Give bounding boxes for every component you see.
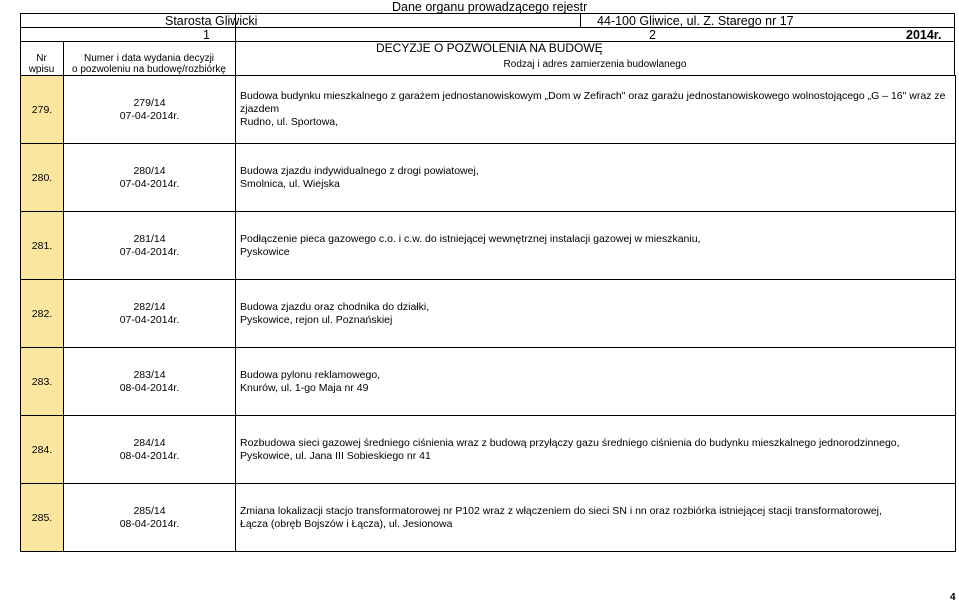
- description-line: Budowa zjazdu oraz chodnika do działki,: [240, 300, 430, 313]
- description-line: Budowa zjazdu indywidualnego z drogi powiatowej,: [240, 164, 479, 177]
- column-number-1: 1: [203, 28, 210, 42]
- column-header-decision: [63, 53, 235, 75]
- register-year: 2014r.: [906, 28, 942, 42]
- entry-number: 281.: [21, 212, 64, 280]
- description-cell: [236, 144, 956, 212]
- decision-cell: [64, 416, 236, 484]
- section-title: DECYZJE O POZWOLENIA NA BUDOWĘ: [376, 41, 603, 55]
- decision-cell: [64, 348, 236, 416]
- table-row: [21, 484, 956, 552]
- description-cell: [236, 416, 956, 484]
- column-header-nr: [20, 53, 63, 75]
- location-line: Pyskowice: [240, 245, 290, 258]
- decision-date: 08-04-2014r.: [119, 517, 180, 530]
- location-line: Łącza (obręb Bojszów i Łącza), ul. Jesionowa: [240, 517, 453, 530]
- description-cell: [236, 280, 956, 348]
- table-row: [21, 348, 956, 416]
- location-line: Pyskowice, rejon ul. Poznańskiej: [240, 313, 393, 326]
- decision-number: 280/14: [133, 164, 166, 177]
- table-row: [21, 76, 956, 144]
- entry-number: 282.: [21, 280, 64, 348]
- decision-date: 07-04-2014r.: [119, 313, 180, 326]
- description-cell: [236, 484, 956, 552]
- location-line: Smolnica, ul. Wiejska: [240, 177, 340, 190]
- table-row: [21, 212, 956, 280]
- decision-number: 281/14: [133, 232, 166, 245]
- decision-cell: [64, 76, 236, 144]
- description-line: Rozbudowa sieci gazowej średniego ciśnienia wraz z budową przyłączy gazu średniego ciśnienia do budynku mieszkalnego jednorodzinnego,: [240, 436, 900, 449]
- table-row: [21, 144, 956, 212]
- decision-number: 284/14: [133, 436, 166, 449]
- column-header-decision-line2: o pozwoleniu na budowę/rozbiórkę: [72, 64, 226, 75]
- description-line: Budowa budynku mieszkalnego z garażem jednostanowiskowym „Dom w Zefirach" oraz garażu jednostanowiskowego wolnostojącego „G – 16" wraz ze zjazdem: [240, 90, 946, 115]
- register-table: [20, 75, 956, 552]
- decision-date: 07-04-2014r.: [119, 177, 180, 190]
- location-line: Knurów, ul. 1-go Maja nr 49: [240, 381, 369, 394]
- column-header-decision-line1: Numer i data wydania decyzji: [83, 53, 215, 64]
- header-mid-rule-1: [20, 27, 955, 28]
- organ-address: 44-100 Gliwice, ul. Z. Starego nr 17: [597, 14, 794, 28]
- page-number: 4: [950, 592, 956, 603]
- description-line: Zmiana lokalizacji stacjo transformatorowej nr P102 wraz z włączeniem do sieci SN i nn oraz rozbiórka istniejącej stacji transformatorowej,: [240, 504, 882, 517]
- entry-number: 279.: [21, 76, 64, 144]
- entry-number: 280.: [21, 144, 64, 212]
- decision-number: 285/14: [133, 504, 166, 517]
- column-number-2: 2: [649, 28, 656, 42]
- decision-date: 07-04-2014r.: [119, 109, 180, 122]
- description-line: Podłączenie pieca gazowego c.o. i c.w. do istniejącej wewnętrznej instalacji gazowej w mieszkaniu,: [240, 232, 701, 245]
- decision-cell: [64, 212, 236, 280]
- header-col-divider-4: [580, 13, 581, 27]
- decision-cell: [64, 280, 236, 348]
- decision-date: 07-04-2014r.: [119, 245, 180, 258]
- decision-number: 279/14: [133, 96, 166, 109]
- decision-number: 282/14: [133, 300, 166, 313]
- column-header-nr-line2: wpisu: [28, 64, 55, 75]
- column-header-nr-line1: Nr: [36, 53, 47, 64]
- decision-date: 08-04-2014r.: [119, 449, 180, 462]
- column-header-description: Rodzaj i adres zamierzenia budowlanego: [503, 59, 687, 70]
- decision-cell: [64, 144, 236, 212]
- register-rows: [20, 75, 955, 552]
- entry-number: 285.: [21, 484, 64, 552]
- location-line: Pyskowice, ul. Jana III Sobieskiego nr 41: [240, 449, 431, 462]
- decision-cell: [64, 484, 236, 552]
- description-line: Budowa pylonu reklamowego,: [240, 368, 381, 381]
- register-title: Dane organu prowadzącego rejestr: [392, 0, 588, 14]
- entry-number: 283.: [21, 348, 64, 416]
- decision-date: 08-04-2014r.: [119, 381, 180, 394]
- description-cell: [236, 348, 956, 416]
- table-row: [21, 416, 956, 484]
- entry-number: 284.: [21, 416, 64, 484]
- location-line: Rudno, ul. Sportowa,: [240, 116, 339, 128]
- description-cell: [236, 76, 956, 144]
- organ-name: Starosta Gliwicki: [165, 14, 258, 28]
- description-cell: [236, 212, 956, 280]
- decision-number: 283/14: [133, 368, 166, 381]
- table-row: [21, 280, 956, 348]
